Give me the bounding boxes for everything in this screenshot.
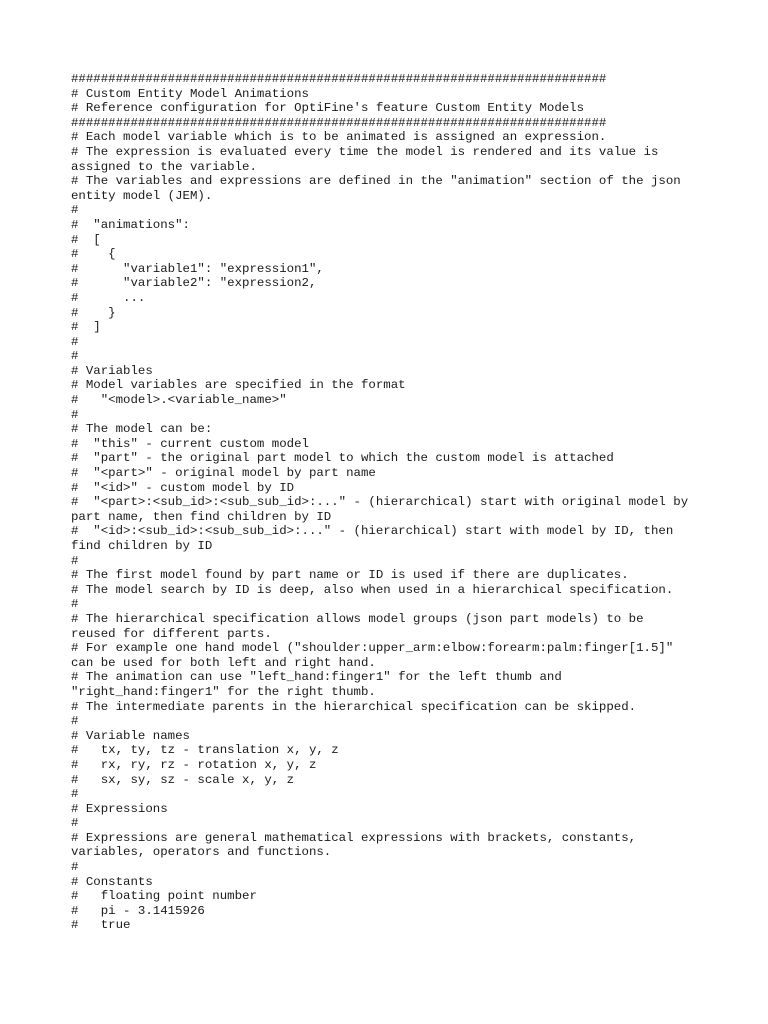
text-line: # ... <box>71 290 146 305</box>
document-body <box>71 72 701 933</box>
text-line: # Expressions are general mathematical expressions with brackets, constants, <box>71 830 637 845</box>
text-line: # The model can be: <box>71 422 213 437</box>
section-heading-variables: # Variables <box>71 363 153 378</box>
text-line: can be used for both left and right hand. <box>71 655 376 670</box>
text-line: "right_hand:finger1" for the right thumb. <box>71 684 376 699</box>
text-line: # "part" - the original part model to which the custom model is attached <box>71 451 614 466</box>
text-line: find children by ID <box>71 539 213 553</box>
text-line: # pi - 3.1415926 <box>71 903 205 918</box>
text-line: # The expression is evaluated every time the model is rendered and its value is <box>71 144 659 159</box>
text-line: # The variables and expressions are defined in the "animation" section of the json <box>71 174 681 189</box>
text-line: # { <box>71 247 116 262</box>
text-line: ######################################################################## <box>71 115 607 130</box>
text-line: # } <box>71 305 116 320</box>
text-line: # <box>71 714 79 729</box>
text-line: # The model search by ID is deep, also when used in a hierarchical specification. <box>71 582 674 597</box>
text-line: entity model (JEM). <box>71 188 213 203</box>
text-line: variables, operators and functions. <box>71 845 332 860</box>
text-line: # <box>71 203 79 218</box>
text-line: # "<model>.<variable_name>" <box>71 393 287 408</box>
text-line: # Model variables are specified in the format <box>71 378 406 393</box>
text-line: # The intermediate parents in the hierarchical specification can be skipped. <box>71 699 637 714</box>
section-heading-constants: # Constants <box>71 874 153 889</box>
text-line: # rx, ry, rz - rotation x, y, z <box>71 757 317 772</box>
text-line: assigned to the variable. <box>71 159 257 174</box>
text-line: # <box>71 787 79 802</box>
text-line: # <box>71 407 79 422</box>
text-line: # tx, ty, tz - translation x, y, z <box>71 743 339 758</box>
text-line: # <box>71 334 79 349</box>
text-line: # The hierarchical specification allows model groups (json part models) to be <box>71 611 644 626</box>
text-line: # "<part>" - original model by part name <box>71 466 376 481</box>
text-line: # <box>71 860 79 875</box>
text-line: # "variable2": "expression2, <box>71 276 317 291</box>
text-line: reused for different parts. <box>71 626 272 641</box>
text-line: # <box>71 349 79 364</box>
text-line: # floating point number <box>71 889 257 904</box>
section-heading-expressions: # Expressions <box>71 801 168 816</box>
text-line: # <box>71 816 79 831</box>
text-line: # Each model variable which is to be animated is assigned an expression. <box>71 130 607 145</box>
text-line: # "animations": <box>71 217 190 232</box>
text-line: # "variable1": "expression1", <box>71 261 324 276</box>
text-line: # ] <box>71 320 101 335</box>
text-line: # sx, sy, sz - scale x, y, z <box>71 772 295 787</box>
text-line: # [ <box>71 232 101 247</box>
text-line: # The first model found by part name or ID is used if there are duplicates. <box>71 568 629 583</box>
text-line: # true <box>71 918 131 933</box>
text-line: # "<part>:<sub_id>:<sub_sub_id>:..." - (hierarchical) start with original model by <box>71 495 689 510</box>
text-line: # "<id>:<sub_id>:<sub_sub_id>:..." - (hierarchical) start with model by ID, then <box>71 524 674 539</box>
text-line: # "<id>" - custom model by ID <box>71 480 295 495</box>
text-line: # The animation can use "left_hand:finger1" for the left thumb and <box>71 670 562 685</box>
text-line: # <box>71 553 79 568</box>
text-line: ######################################################################## <box>71 72 607 86</box>
text-line: # "this" - current custom model <box>71 436 309 451</box>
document-title: # Custom Entity Model Animations <box>71 86 309 101</box>
text-line: # For example one hand model ("shoulder:upper_arm:elbow:forearm:palm:finger[1.5]" <box>71 641 674 656</box>
text-line: part name, then find children by ID <box>71 509 332 524</box>
text-line: # <box>71 597 79 612</box>
section-heading-variable-names: # Variable names <box>71 728 190 743</box>
document-subtitle: # Reference configuration for OptiFine's feature Custom Entity Models <box>71 101 585 116</box>
